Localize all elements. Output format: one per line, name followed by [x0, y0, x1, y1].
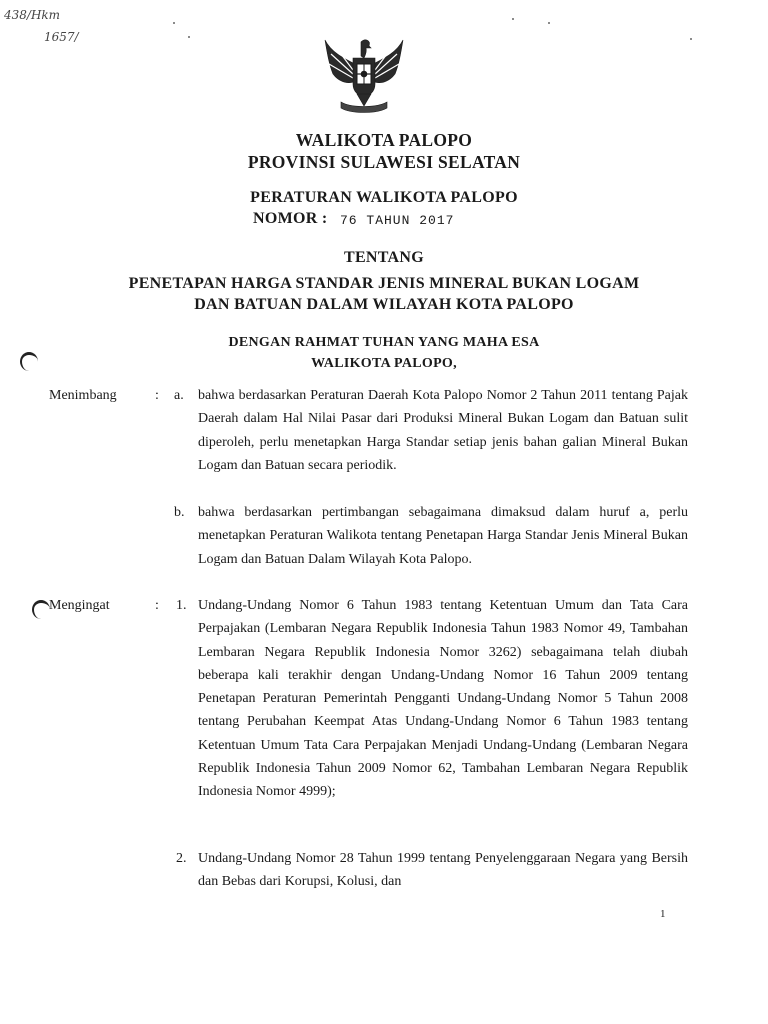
menimbang-item-b: bahwa berdasarkan pertimbangan sebagaimana dimaksud dalam huruf a, perlu menetapkan Peraturan Walikota tentang Penetapan Harga Standar Jenis Mineral Bukan Logam dan Batuan Dalam Wilayah Kota Palopo. — [198, 505, 688, 567]
page-number: 1 — [660, 908, 666, 920]
blessing-line: DENGAN RAHMAT TUHAN YANG MAHA ESA — [228, 335, 540, 350]
about-heading: TENTANG — [343, 249, 425, 266]
handwritten-note-2: 1657/ — [44, 30, 79, 44]
header-city: WALIKOTA PALOPO — [295, 130, 473, 150]
menimbang-marker-a: a. — [174, 388, 184, 403]
regulation-title: PERATURAN WALIKOTA PALOPO — [250, 189, 518, 206]
mengingat-marker-2: 2. — [176, 851, 187, 866]
mengingat-item-2: Undang-Undang Nomor 28 Tahun 1999 tentang Penyelenggaraan Negara yang Bersih dan Bebas dari Korupsi, Kolusi, dan — [198, 851, 688, 890]
header-province: PROVINSI SULAWESI SELATAN — [247, 152, 521, 172]
authority-line: WALIKOTA PALOPO, — [311, 356, 457, 371]
scan-speck — [512, 18, 514, 20]
mengingat-marker-1: 1. — [176, 598, 187, 613]
menimbang-label: Menimbang — [49, 388, 117, 403]
scan-speck — [173, 22, 175, 24]
subject-line-2: DAN BATUAN DALAM WILAYAH KOTA PALOPO — [194, 296, 574, 313]
punch-hole — [20, 352, 38, 371]
garuda-emblem-icon — [321, 34, 407, 116]
scan-speck — [690, 38, 692, 40]
menimbang-marker-b: b. — [174, 505, 185, 520]
menimbang-item-a: bahwa berdasarkan Peraturan Daerah Kota Palopo Nomor 2 Tahun 2011 tentang Pajak Daerah dalam Hal Nilai Pasar dari Produksi Mineral Bukan Logam dan Batuan sulit diperoleh, perlu menetapkan Harga Standar setiap jenis bahan galian Mineral Bukan Logam dan Batuan secara periodik. — [198, 388, 688, 473]
mengingat-label: Mengingat — [49, 598, 110, 613]
mengingat-colon: : — [155, 598, 159, 613]
scan-speck — [188, 36, 190, 38]
scan-speck — [548, 22, 550, 24]
number-value: 76 TAHUN 2017 — [340, 213, 455, 228]
mengingat-item-1: Undang-Undang Nomor 6 Tahun 1983 tentang Ketentuan Umum dan Tata Cara Perpajakan (Lembaran Negara Republik Indonesia Tahun 1983 Nomor 49, Tambahan Lembaran Negara Republik Indonesia Nomor 3262) sebagaimana telah diubah beberapa kali terakhir dengan Undang-Undang Nomor 16 Tahun 2009 tentang Penetapan Peraturan Pemerintah Pengganti Undang-Undang Nomor 5 Tahun 2008 tentang Perubahan Keempat Atas Undang-Undang Nomor 6 Tahun 1983 tentang Ketentuan Umum Tata Cara Perpajakan Menjadi Undang-Undang (Lembaran Negara Republik Indonesia Tahun 2009 Nomor 62, Tambahan Lembaran Negara Republik Indonesia Nomor 4999); — [198, 598, 688, 800]
menimbang-colon: : — [155, 388, 159, 403]
number-label: NOMOR : — [253, 210, 328, 227]
punch-hole — [32, 600, 50, 619]
handwritten-note-1: 438/Hkm — [4, 8, 61, 22]
subject-line-1: PENETAPAN HARGA STANDAR JENIS MINERAL BUKAN LOGAM — [128, 275, 640, 292]
